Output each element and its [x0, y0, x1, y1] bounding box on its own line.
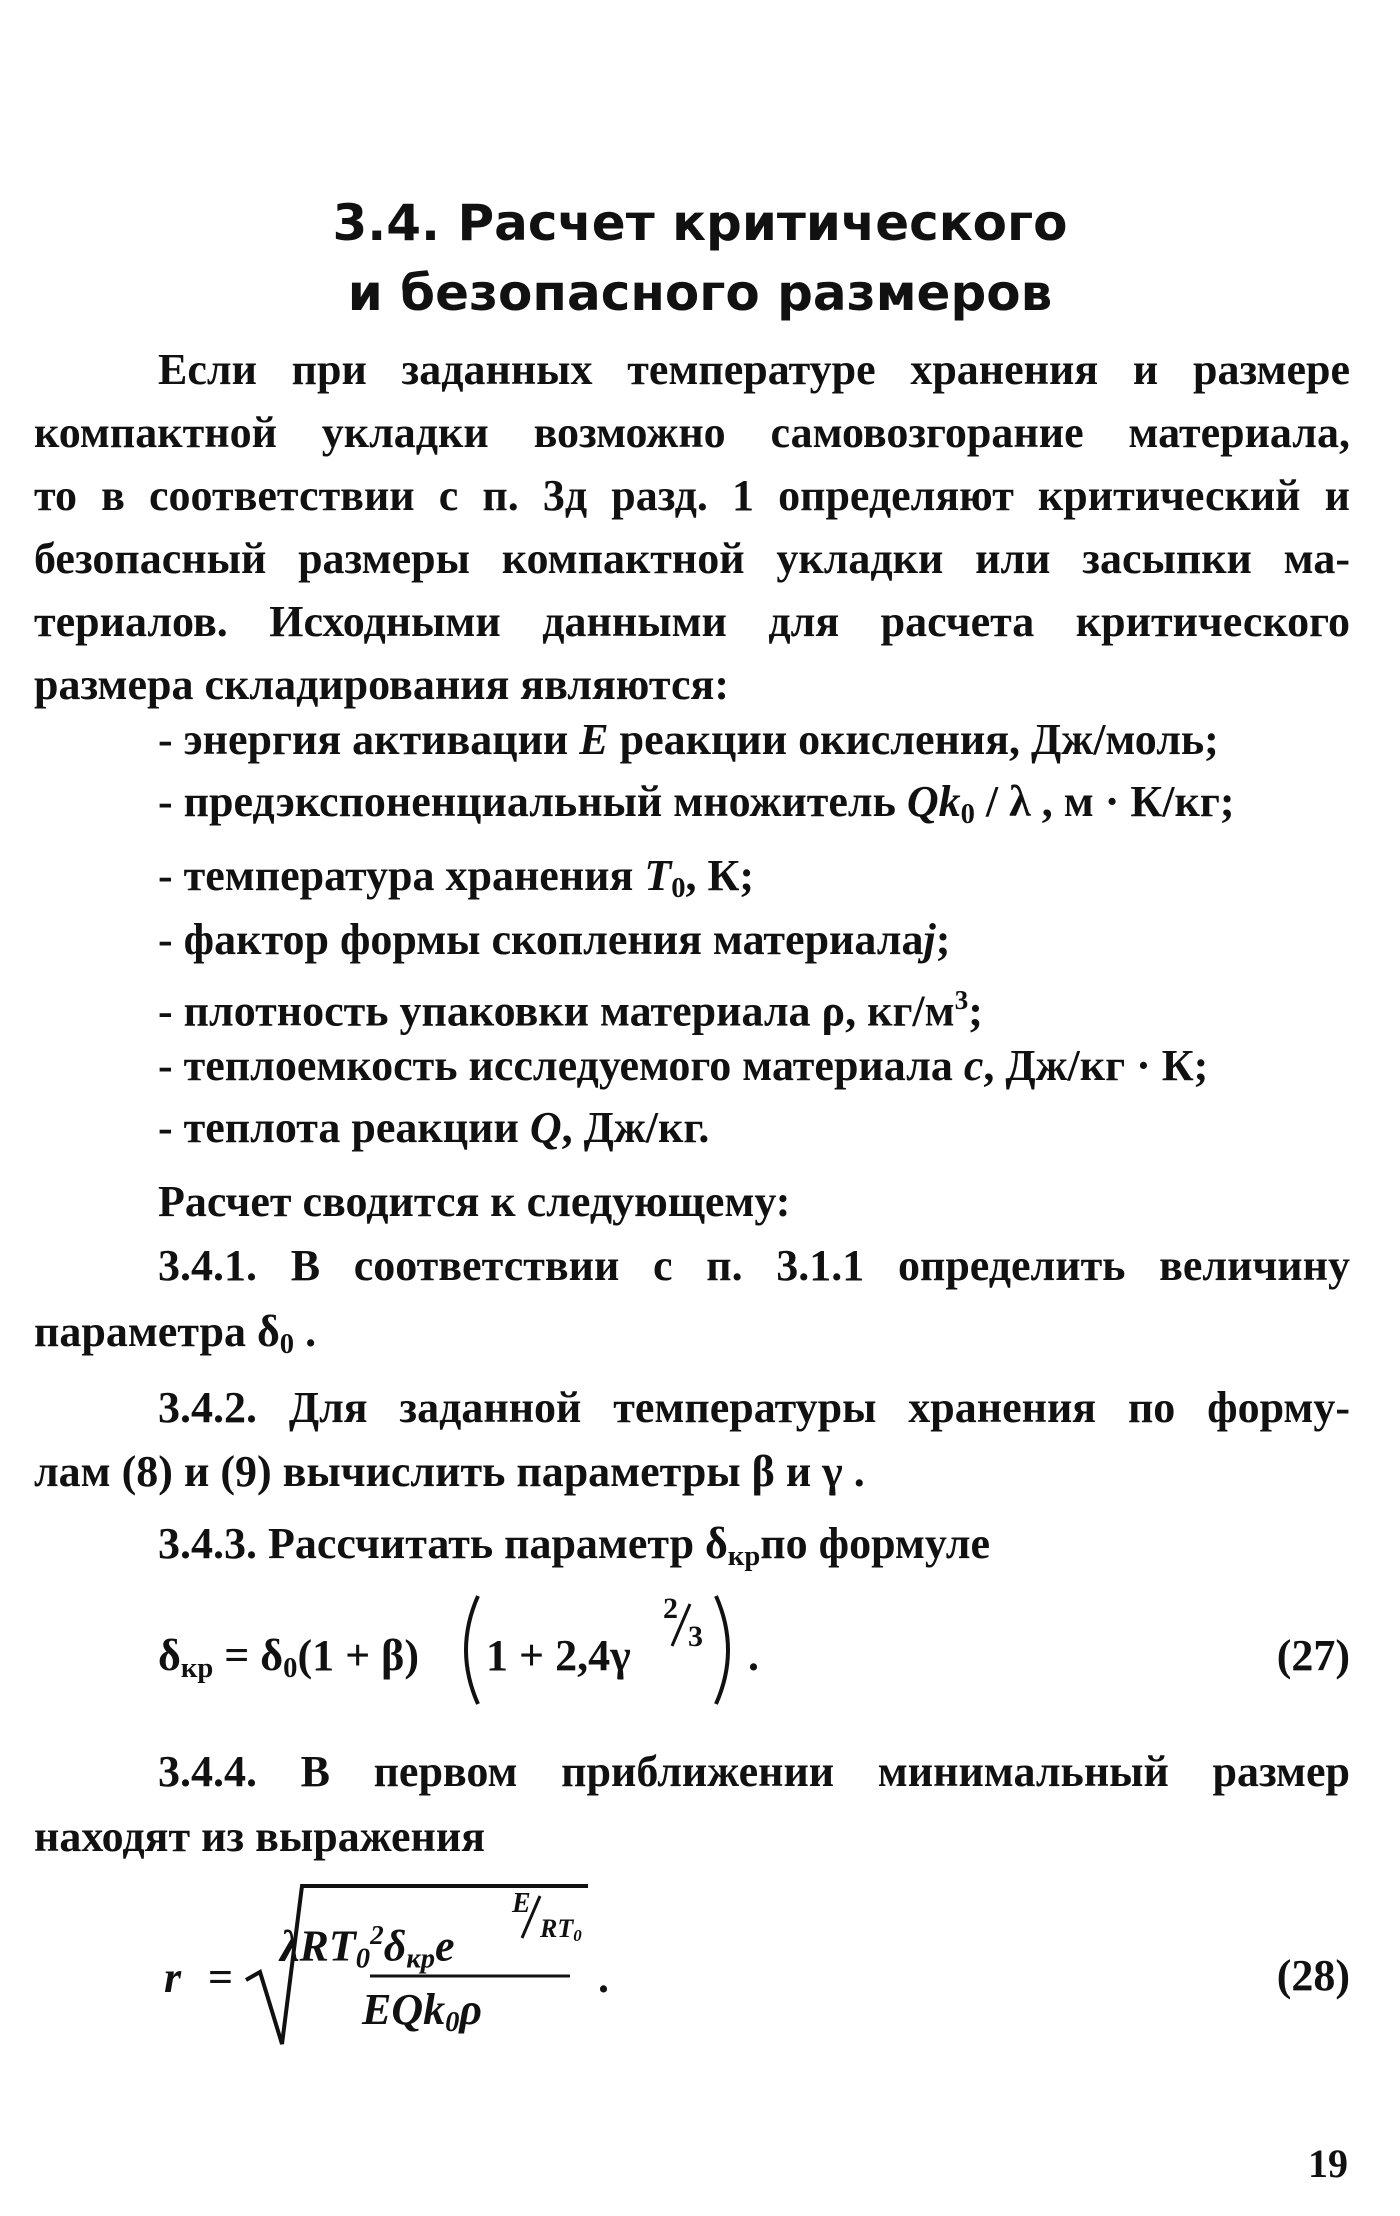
section-title	[0, 188, 1400, 328]
list-item: - теплота реакции Q, Дж/кг.	[158, 1103, 710, 1152]
step-3-4-4: 3.4.4. В первом приближении минимальный размер	[158, 1747, 1350, 1796]
page-number: 19	[1308, 2141, 1348, 2186]
fraction-numerator: $\lambda RT_0^2\delta_{кр}e$	[280, 1920, 455, 1975]
exponent-denominator: 3	[688, 1620, 703, 1653]
intro-paragraph-end	[34, 653, 1350, 716]
exponent-denominator-RT0: $RT_0$	[540, 1914, 582, 1946]
symbol-Q: Q	[529, 1103, 562, 1152]
intro-line-3: то в соответствии с п. 3д разд. 1 определяют критический и	[34, 471, 1350, 520]
intro-line-5: териалов. Исходными данными для расчета критического	[34, 597, 1350, 646]
left-paren	[448, 1590, 488, 1710]
intro-paragraph	[34, 338, 1350, 653]
list-item: - предэкспоненциальный множитель $Qk_0$ / λ , м · К/кг;	[158, 777, 1235, 831]
steps-intro: Расчет сводится к следующему:	[158, 1177, 791, 1226]
step-3-4-2: 3.4.2. Для заданной температуры хранения по форму-	[158, 1383, 1350, 1432]
exponent-numerator: 2	[663, 1592, 678, 1625]
list-item: - температура хранения $T_0$, К;	[158, 851, 755, 905]
step-3-4-3: 3.4.3. Рассчитать параметр $\delta_{кр}по$ формуле	[158, 1519, 990, 1573]
intro-line-2: компактной укладки возможно самовозгорание материала,	[34, 408, 1350, 457]
right-paren	[706, 1590, 746, 1710]
intro-line-4: безопасный размеры компактной укладки или засыпки ма-	[34, 534, 1350, 583]
step-3-4-4-end: находят из выражения	[34, 1812, 486, 1861]
symbol-Qk: Qk	[906, 777, 961, 826]
equation-28-number: (28)	[1276, 1951, 1350, 2000]
step-3-4-1: 3.4.1. В соответствии с п. 3.1.1 определить величину	[158, 1241, 1350, 1290]
intro-line-1: Если при заданных температуре хранения и размере	[158, 345, 1350, 394]
exponent-numerator-E: E	[512, 1888, 531, 1919]
intro-line-6: размера складирования являются:	[34, 660, 729, 709]
symbol-E: E	[579, 715, 609, 764]
equation-27-number: (27)	[1276, 1631, 1350, 1680]
equation-28: r = $\lambda RT_0^2\delta_{кр}e$ E $RT_0$ EQk$_0$ρ .	[150, 1880, 630, 2050]
section-title-line-1: 3.4. Расчет критического	[332, 194, 1068, 252]
step-3-4-1-end: параметра $\delta_0$ .	[34, 1307, 317, 1361]
fraction-denominator: EQk$_0$ρ	[362, 1985, 483, 2039]
symbol-j: j	[923, 915, 936, 964]
equation-27: $\delta_{кр} = \delta_0(1 + \beta)$ 1 + 2,4γ 2 3 .	[158, 1590, 758, 1710]
symbol-T: T	[644, 851, 672, 900]
list-item: - теплоемкость исследуемого материала c, Дж/кг · К;	[158, 1041, 1209, 1090]
list-item: - плотность упаковки материала ρ, $кг/м^3$;	[158, 985, 983, 1036]
symbol-c: c	[963, 1041, 984, 1090]
step-3-4-2-end: лам (8) и (9) вычислить параметры β и γ .	[34, 1447, 865, 1496]
list-item: - энергия активации E реакции окисления, Дж/моль;	[158, 715, 1219, 764]
section-title-line-2: и безопасного размеров	[347, 264, 1053, 322]
list-item: - фактор формы скопления материалаj;	[158, 915, 951, 964]
